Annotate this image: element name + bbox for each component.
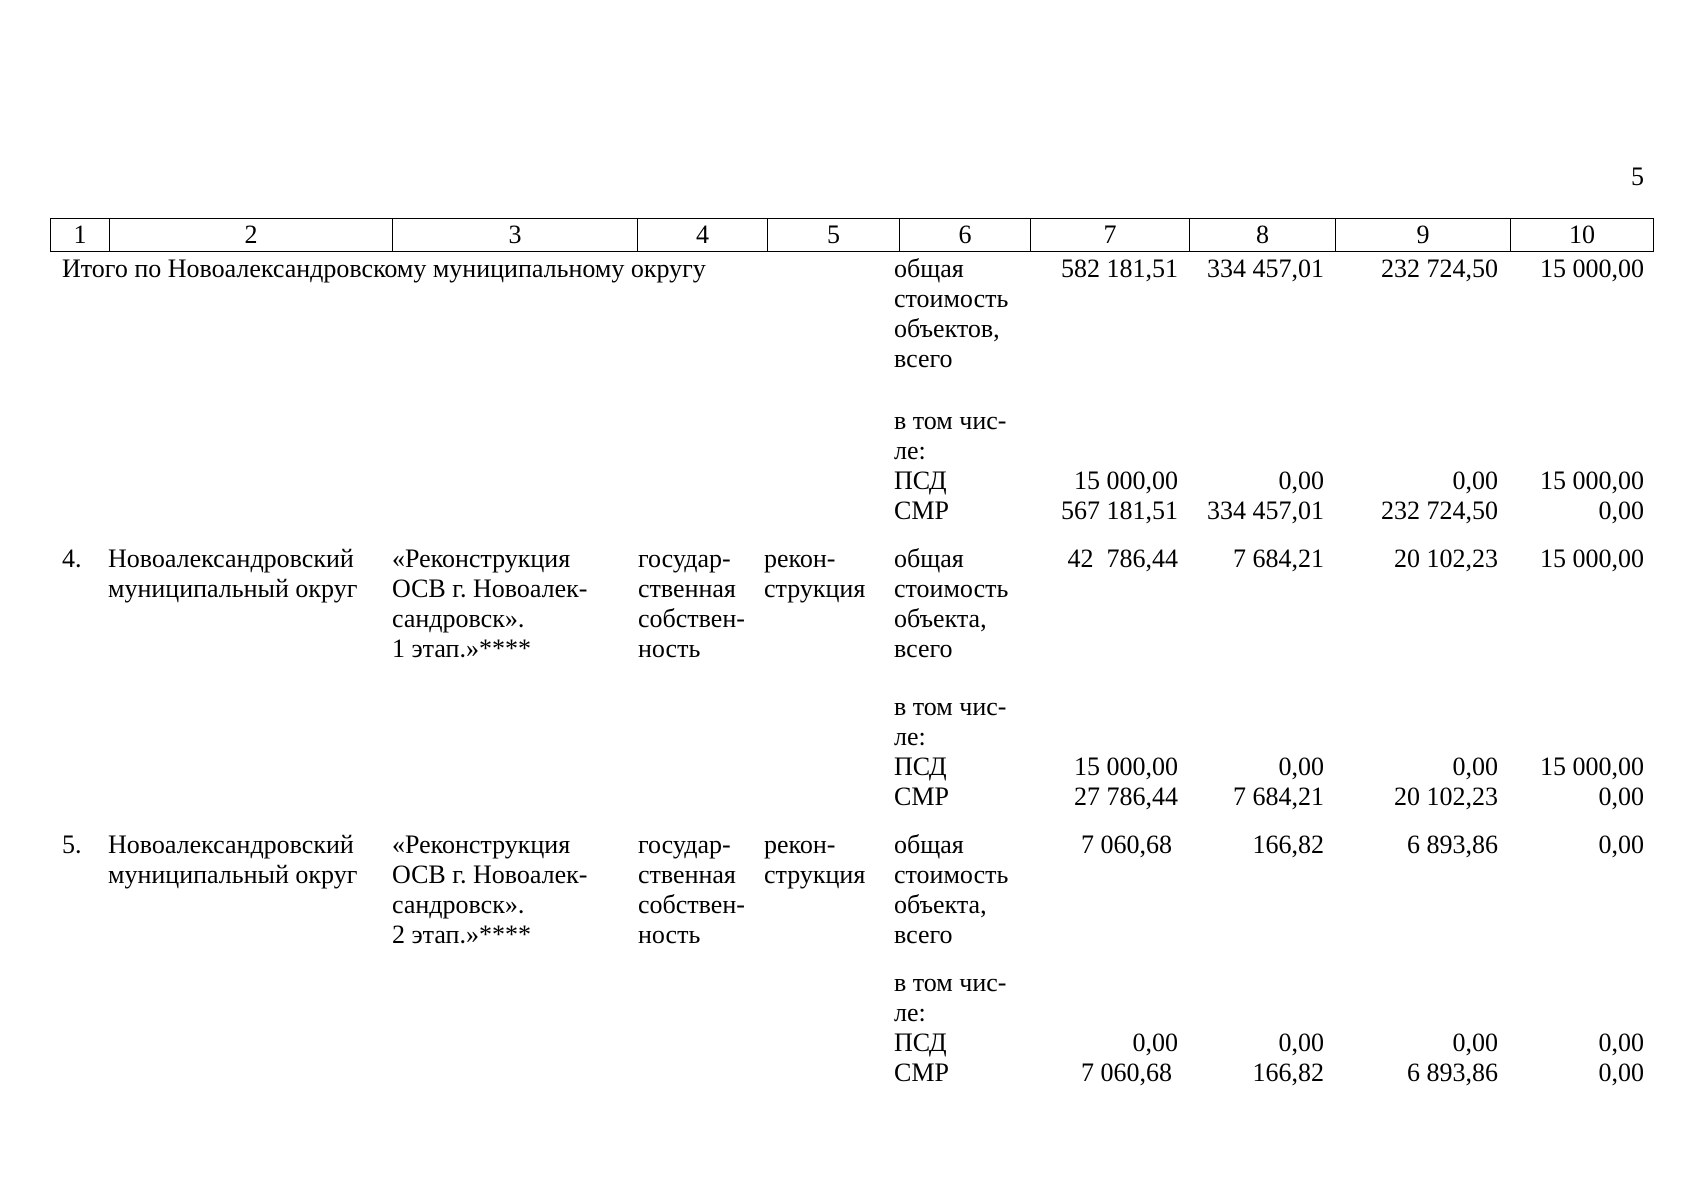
smr-label: СМР [894, 782, 949, 811]
psd-col10: 15 000,00 [1540, 752, 1644, 781]
object-line-4: 2 этап.»**** [392, 920, 531, 949]
header-col-7: 7 [1031, 219, 1190, 252]
incl-2: ле: [894, 722, 926, 751]
smr-col7: 27 786,44 [1074, 782, 1178, 811]
psd-col7: 0,00 [1132, 1028, 1178, 1057]
psd-col10: 0,00 [1598, 1028, 1644, 1057]
totals-incl-1: в том чис- [894, 406, 1007, 435]
totals-psd-col10: 15 000,00 [1540, 466, 1644, 495]
psd-col7: 15 000,00 [1074, 752, 1178, 781]
row-number: 4. [62, 544, 82, 573]
ownership-line-2: ственная [638, 860, 736, 889]
totals-type-line-3: объектов, [894, 314, 1000, 343]
ownership-line-3: собствен- [638, 890, 745, 919]
header-col-6: 6 [900, 219, 1031, 252]
total-col8: 7 684,21 [1233, 544, 1324, 573]
totals-smr-label: СМР [894, 496, 949, 525]
totals-label: Итого по Новоалександровскому муниципальному округу [62, 254, 706, 283]
header-col-9: 9 [1336, 219, 1511, 252]
type-line-1: общая [894, 544, 964, 573]
object-line-2: ОСВ г. Новоалек- [392, 860, 588, 889]
work-line-1: рекон- [764, 544, 836, 573]
work-line-2: струкция [764, 574, 866, 603]
total-col10: 0,00 [1598, 830, 1644, 859]
page-number: 5 [1631, 162, 1644, 191]
header-col-5: 5 [768, 219, 900, 252]
header-col-3: 3 [393, 219, 638, 252]
ownership-line-4: ность [638, 920, 701, 949]
psd-col9: 0,00 [1452, 752, 1498, 781]
ownership-line-1: государ- [638, 830, 731, 859]
smr-col7: 7 060,68 [1081, 1058, 1172, 1087]
ownership-line-4: ность [638, 634, 701, 663]
work-line-1: рекон- [764, 830, 836, 859]
psd-label: ПСД [894, 1028, 947, 1057]
totals-smr-col10: 0,00 [1598, 496, 1644, 525]
object-line-4: 1 этап.»**** [392, 634, 531, 663]
smr-col8: 7 684,21 [1233, 782, 1324, 811]
totals-smr-col9: 232 724,50 [1381, 496, 1498, 525]
total-col9: 6 893,86 [1407, 830, 1498, 859]
totals-smr-col7: 567 181,51 [1061, 496, 1178, 525]
total-col10: 15 000,00 [1540, 544, 1644, 573]
totals-total-col9: 232 724,50 [1381, 254, 1498, 283]
row-number: 5. [62, 830, 82, 859]
smr-col9: 20 102,23 [1394, 782, 1498, 811]
header-col-4: 4 [638, 219, 768, 252]
incl-1: в том чис- [894, 692, 1007, 721]
header-col-8: 8 [1190, 219, 1336, 252]
ownership-line-1: государ- [638, 544, 731, 573]
totals-total-col8: 334 457,01 [1207, 254, 1324, 283]
totals-incl-2: ле: [894, 436, 926, 465]
type-line-4: всего [894, 634, 953, 663]
totals-type-line-2: стоимость [894, 284, 1009, 313]
totals-type-line-4: всего [894, 344, 953, 373]
municipality-line-1: Новоалександровский [108, 830, 354, 859]
object-line-3: сандровск». [392, 890, 525, 919]
incl-2: ле: [894, 998, 926, 1027]
smr-col10: 0,00 [1598, 1058, 1644, 1087]
total-col8: 166,82 [1252, 830, 1324, 859]
total-col7: 42 786,44 [1067, 544, 1178, 573]
object-line-2: ОСВ г. Новоалек- [392, 574, 588, 603]
municipality-line-2: муниципальный округ [108, 860, 358, 889]
type-line-3: объекта, [894, 890, 987, 919]
totals-psd-col8: 0,00 [1278, 466, 1324, 495]
psd-label: ПСД [894, 752, 947, 781]
totals-total-col7: 582 181,51 [1061, 254, 1178, 283]
ownership-line-2: ственная [638, 574, 736, 603]
incl-1: в том чис- [894, 968, 1007, 997]
totals-psd-col9: 0,00 [1452, 466, 1498, 495]
type-line-2: стоимость [894, 574, 1009, 603]
totals-psd-label: ПСД [894, 466, 947, 495]
total-col9: 20 102,23 [1394, 544, 1498, 573]
type-line-3: объекта, [894, 604, 987, 633]
total-col7: 7 060,68 [1081, 830, 1172, 859]
totals-type-line-1: общая [894, 254, 964, 283]
object-line-1: «Реконструкция [392, 830, 571, 859]
header-col-2: 2 [110, 219, 393, 252]
municipality-line-2: муниципальный округ [108, 574, 358, 603]
totals-smr-col8: 334 457,01 [1207, 496, 1324, 525]
totals-total-col10: 15 000,00 [1540, 254, 1644, 283]
object-line-1: «Реконструкция [392, 544, 571, 573]
smr-col8: 166,82 [1252, 1058, 1324, 1087]
totals-psd-col7: 15 000,00 [1074, 466, 1178, 495]
header-col-1: 1 [51, 219, 110, 252]
smr-label: СМР [894, 1058, 949, 1087]
smr-col9: 6 893,86 [1407, 1058, 1498, 1087]
object-line-3: сандровск». [392, 604, 525, 633]
header-col-10: 10 [1511, 219, 1654, 252]
type-line-2: стоимость [894, 860, 1009, 889]
municipality-line-1: Новоалександровский [108, 544, 354, 573]
psd-col8: 0,00 [1278, 752, 1324, 781]
column-number-header [50, 218, 1654, 252]
smr-col10: 0,00 [1598, 782, 1644, 811]
type-line-4: всего [894, 920, 953, 949]
ownership-line-3: собствен- [638, 604, 745, 633]
work-line-2: струкция [764, 860, 866, 889]
type-line-1: общая [894, 830, 964, 859]
psd-col9: 0,00 [1452, 1028, 1498, 1057]
psd-col8: 0,00 [1278, 1028, 1324, 1057]
